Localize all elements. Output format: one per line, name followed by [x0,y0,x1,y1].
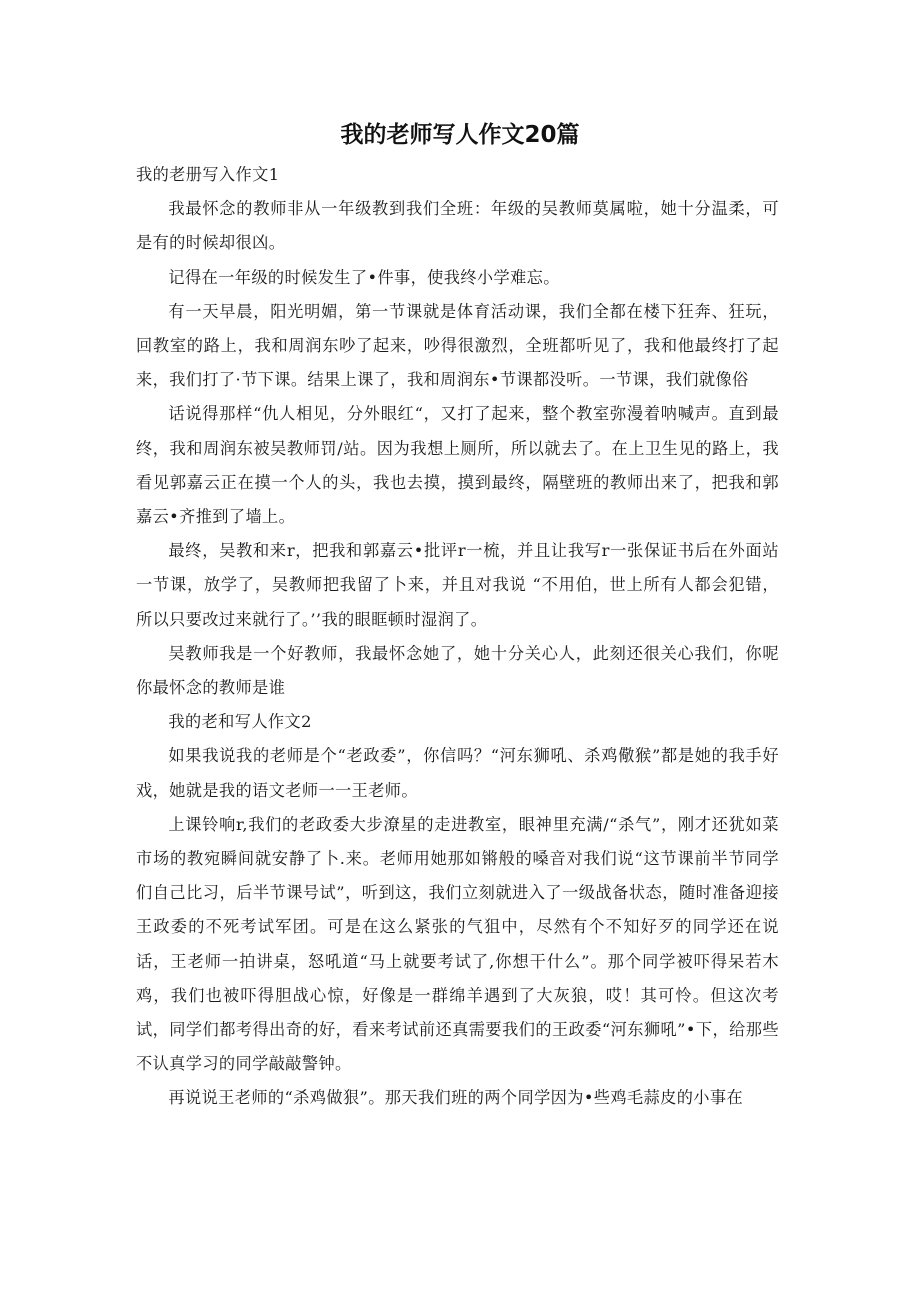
paragraph: 最终，吴教和来r，把我和郭嘉云•批评r一梳，并且让我写r一张保证书后在外面站一节课，放学了，吴教师把我留了卜来，并且对我说 “不用伯，世上所有人都会犯错，所以只要改过来就行了。’’我的眼眶顿时湿润了。 [136,541,779,629]
paragraph: 记得在一年级的时候发生了•件事，使我终小学难忘。 [168,267,560,287]
paragraph: 上课铃响r,我们的老政委大步潦星的走进教室，眼神里充满/“杀气”，刚才还犹如菜市场的教宛瞬间就安静了卜.来。老师用她那如锵般的嗓音对我们说“这节课前半节同学们自己比习，后半节课号试”，听到这，我们立刻就进入了一级战备状态，随时准备迎接王政委的不死考试军团。可是在这么紧张的气狙中，尽然有个不知好歹的同学还在说话，王老师一拍讲桌，怒吼道“马上就要考试了,你想干什么”。那个同学被吓得呆若木鸡，我们也被吓得胆战心惊，好像是一群绵羊遇到了大灰狼，哎！其可怜。但这次考试，同学们都考得出奇的好，看来考试前还真需要我们的王政委“河东狮吼”•下，给那些不认真学习的同学敲敲警钟。 [136,814,779,1074]
paragraph: 我最怀念的教师非从一年级教到我们全班：年级的吴教师莫属啦，她十分温柔，可是有的时候却很凶。 [136,199,779,253]
section-heading: 我的老和写人作文2 [168,712,312,732]
paragraph: 吴教师我是一个好教师，我最怀念她了，她十分关心人，此刻还很关心我们，你呢你最怀念的教师是谁 [136,643,779,698]
document-body [136,158,779,1116]
paragraph: 有一天早晨，阳光明媚，第一节课就是体育活动课，我们全都在楼下狂奔、狂玩，回教室的路上，我和周润东吵了起来，吵得很激烈，全班都听见了，我和他最终打了起来，我们打了·节下课。结果上课了，我和周润东•节课都没听。一节课，我们就像俗 [136,301,779,390]
paragraph: 如果我说我的老师是个“老政委”，你信吗？“河东狮吼、杀鸡儆猴”都是她的我手好戏，她就是我的语文老师一一王老师。 [136,746,779,800]
paragraph: 再说说王老师的“杀鸡做狠”。那天我们班的两个同学因为•些鸡毛蒜皮的小事在 [168,1088,744,1108]
paragraph: 话说得那样“仇人相见，分外眼红“，又打了起来，整个教室弥漫着呐喊声。直到最终，我和周润东被吴教师罚/站。因为我想上厕所，所以就去了。在上卫生见的路上，我看见郭嘉云正在摸一个人的头，我也去摸，摸到最终，隔壁班的教师出来了，把我和郭嘉云•齐推到了墙上。 [136,404,779,527]
section-heading: 我的老册写入作文1 [136,165,280,184]
document-title: 我的老师写人作文20篇 [340,122,580,148]
